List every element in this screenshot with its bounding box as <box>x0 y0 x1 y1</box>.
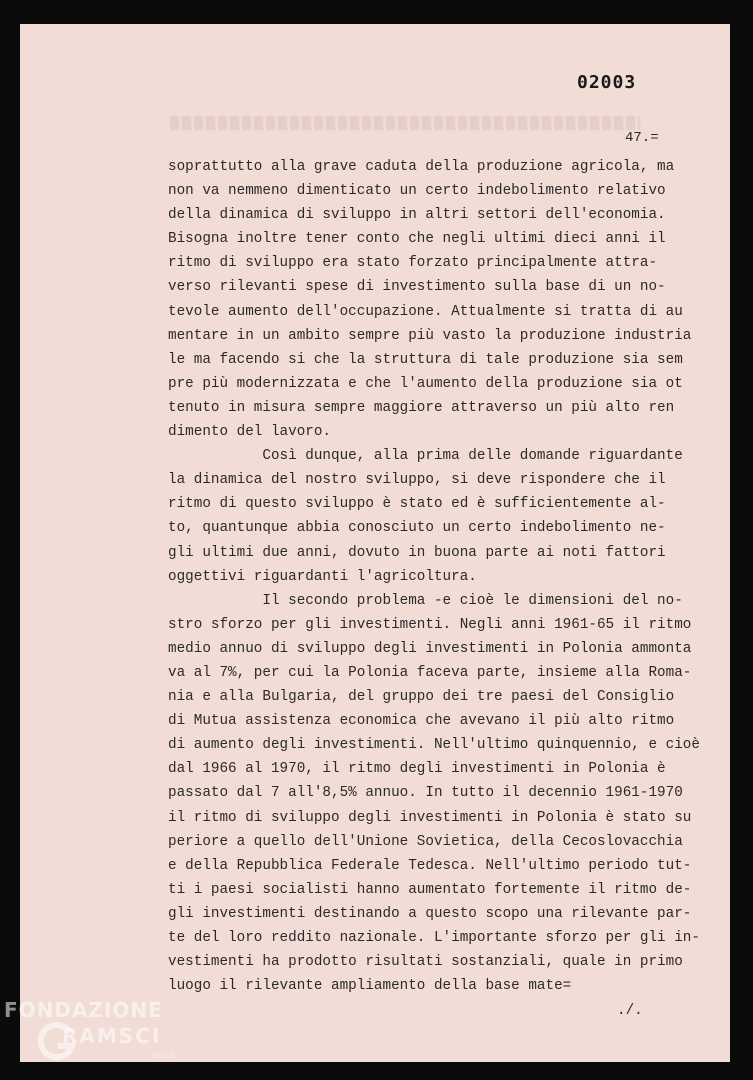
text-line: Così dunque, alla prima delle domande riguardante <box>168 448 683 465</box>
fondazione-gramsci-watermark <box>4 996 194 1076</box>
text-line: verso rilevanti spese di investimento sulla base di un no- <box>168 279 666 296</box>
text-line: di aumento degli investimenti. Nell'ultimo quinquennio, e cioè <box>168 737 700 754</box>
text-line: periore a quello dell'Unione Sovietica, della Cecoslovacchia <box>168 833 683 850</box>
watermark-line-3: onlus <box>152 1051 177 1061</box>
text-line: luogo il rilevante ampliamento della base mate= <box>168 978 572 995</box>
text-line: passato dal 7 all'8,5% annuo. In tutto il decennio 1961-1970 <box>168 785 683 802</box>
text-line: gli ultimi due anni, dovuto in buona parte ai noti fattori <box>168 544 666 561</box>
text-line: la dinamica del nostro sviluppo, si deve rispondere che il <box>168 472 666 489</box>
text-line: tevole aumento dell'occupazione. Attualmente si tratta di au <box>168 303 683 320</box>
text-line: Il secondo problema -e cioè le dimensioni del no- <box>168 592 683 609</box>
text-line: le ma facendo si che la struttura di tale produzione sia sem <box>168 351 683 368</box>
text-line: mentare in un ambito sempre più vasto la produzione industria <box>168 327 692 344</box>
text-line: pre più modernizzata e che l'aumento della produzione sia ot <box>168 375 683 392</box>
continuation-mark: ./. <box>617 1003 643 1019</box>
text-line: di Mutua assistenza economica che avevano il più alto ritmo <box>168 713 675 730</box>
bleed-through-shadow <box>170 116 640 130</box>
text-line: gli investimenti destinando a questo scopo una rilevante par- <box>168 905 692 922</box>
text-line: vestimenti ha prodotto risultati sostanziali, quale in primo <box>168 954 683 971</box>
text-line: e della Repubblica Federale Tedesca. Nell'ultimo periodo tut- <box>168 857 692 874</box>
text-line: medio annuo di sviluppo degli investimenti in Polonia ammonta <box>168 640 692 657</box>
text-line: Bisogna inoltre tener conto che negli ultimi dieci anni il <box>168 231 666 248</box>
text-line: nia e alla Bulgaria, del gruppo dei tre paesi del Consiglio <box>168 689 675 706</box>
document-page <box>20 24 730 1062</box>
text-line: ti i paesi socialisti hanno aumentato fortemente il ritmo de- <box>168 881 692 898</box>
archive-number: 02003 <box>577 72 637 93</box>
text-line: ritmo di questo sviluppo è stato ed è sufficientemente al- <box>168 496 666 513</box>
text-line: soprattutto alla grave caduta della produzione agricola, ma <box>168 159 675 175</box>
text-line: te del loro reddito nazionale. L'importante sforzo per gli in- <box>168 930 700 946</box>
text-line: della dinamica di sviluppo in altri settori dell'economia. <box>168 207 666 224</box>
text-line: ritmo di sviluppo era stato forzato principalmente attra- <box>168 255 658 272</box>
watermark-line-1: FONDAZIONE <box>4 998 163 1022</box>
text-line: dimento del lavoro. <box>168 424 332 441</box>
text-line: tenuto in misura sempre maggiore attraverso un più alto ren <box>168 399 675 416</box>
text-line: dal 1966 al 1970, il ritmo degli investimenti in Polonia è <box>168 761 666 778</box>
watermark-line-2: RAMSCI <box>62 1024 162 1048</box>
text-line: stro sforzo per gli investimenti. Negli anni 1961-65 il ritmo <box>168 616 692 633</box>
text-line: il ritmo di sviluppo degli investimenti in Polonia è stato su <box>168 809 692 826</box>
text-line: oggettivi riguardanti l'agricoltura. <box>168 568 477 585</box>
text-line: to, quantunque abbia conosciuto un certo indebolimento ne- <box>168 520 666 537</box>
text-line: va al 7%, per cui la Polonia faceva parte, insieme alla Roma- <box>168 664 692 681</box>
page-number: 47.= <box>625 130 659 146</box>
typewritten-body <box>168 155 708 998</box>
text-line: non va nemmeno dimenticato un certo indebolimento relativo <box>168 183 666 200</box>
